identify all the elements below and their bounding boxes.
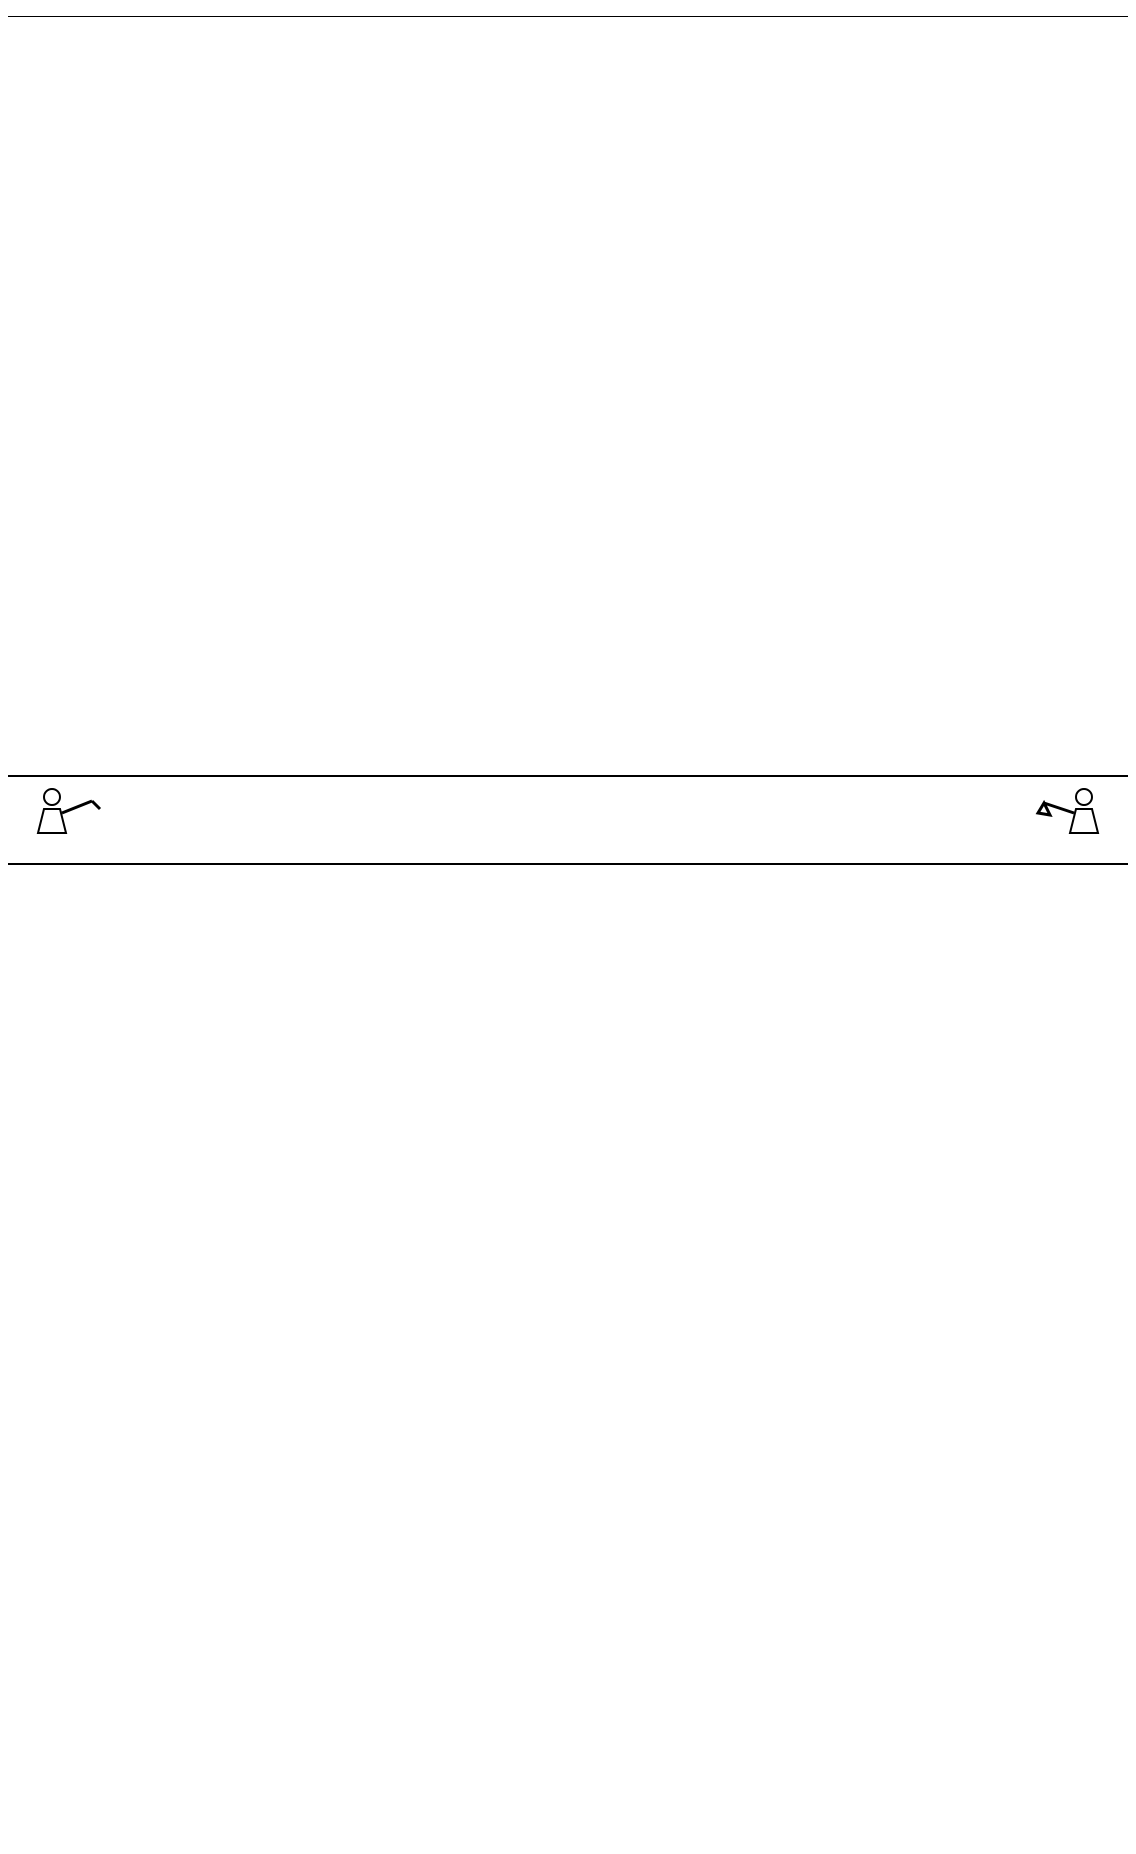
handyman-illustration-icon: [22, 783, 112, 843]
service-guide-section: [8, 866, 1128, 1836]
masthead: [8, 0, 1128, 17]
classified-section: [8, 18, 1128, 773]
painter-illustration-icon: [1024, 783, 1114, 843]
home-service-guide-banner: [8, 775, 1128, 865]
